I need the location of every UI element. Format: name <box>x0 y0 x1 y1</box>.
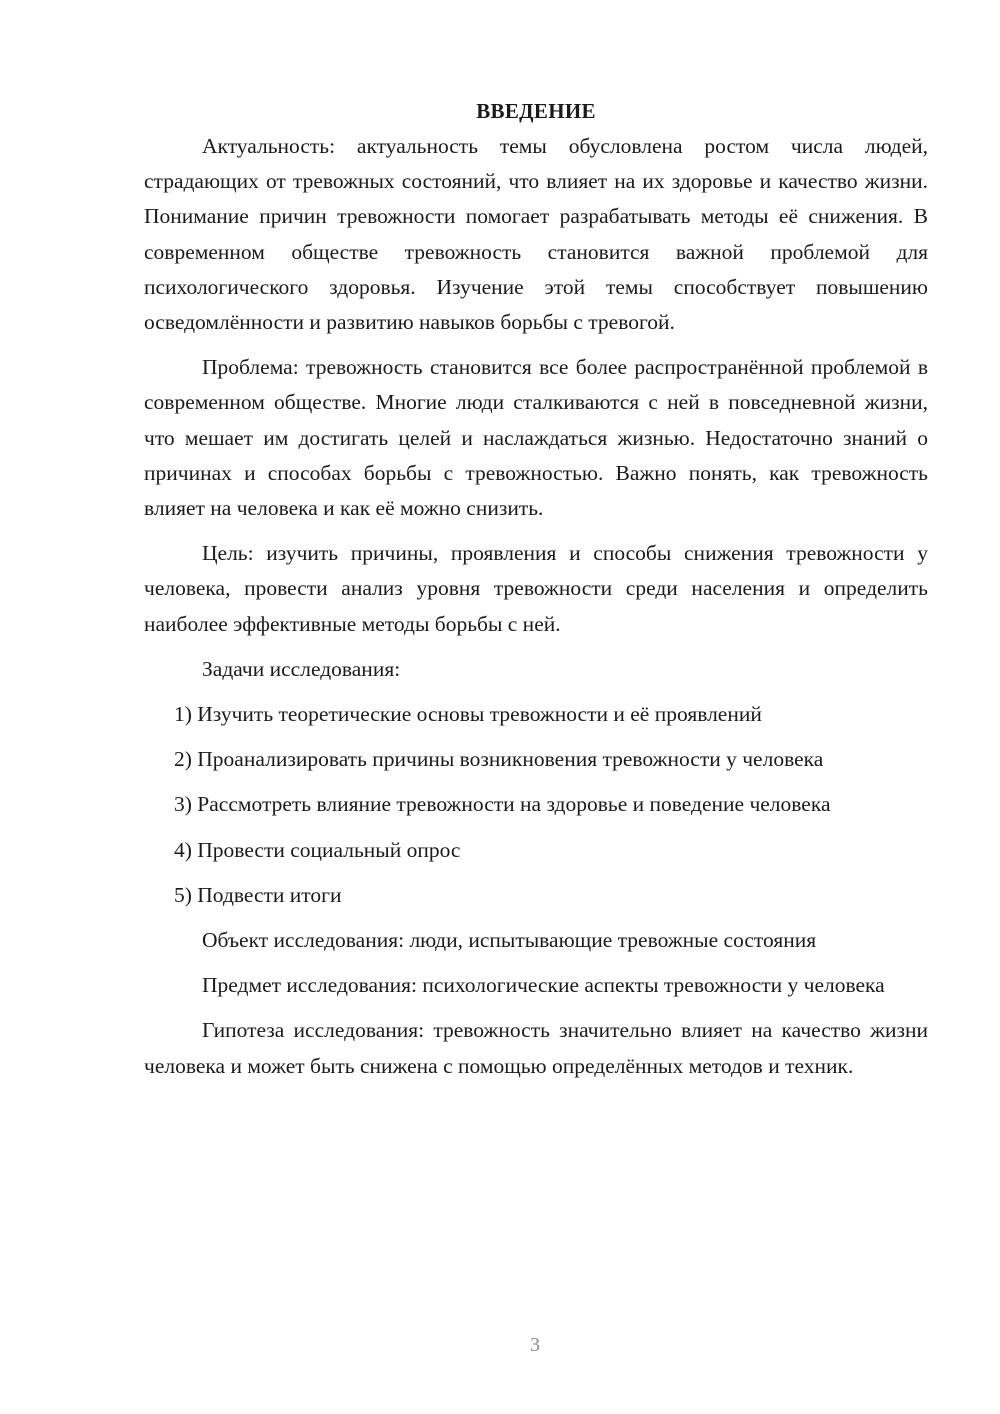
tasks-heading: Задачи исследования: <box>202 656 401 681</box>
paragraph-problem: Проблема: тревожность становится все более распространённой проблемой в современном обществе. Многие люди сталкиваются с ней в повседневной жизни, что мешает им достигать целей и наслаждаться жизнью. Недостаточно знаний о причинах и способах борьбы с тревожностью. Важно понять, как тревожность влияет на человека и как её можно снизить. <box>144 355 928 521</box>
list-item: 2) Проанализировать причины возникновения тревожности у человека <box>174 747 824 772</box>
paragraph-relevance: Актуальность: актуальность темы обусловлена ростом числа людей, страдающих от тревожных состояний, что влияет на их здоровье и качество жизни. Понимание причин тревожности помогает разрабатывать методы её снижения. В современном обществе тревожность становится важной проблемой для психологического здоровья. Изучение этой темы способствует повышению осведомлённости и развитию навыков борьбы с тревогой. <box>144 134 928 335</box>
list-item: 4) Провести социальный опрос <box>174 837 461 862</box>
list-item: 5) Подвести итоги <box>174 882 342 907</box>
tasks-list <box>144 697 928 913</box>
document-page <box>144 96 928 1094</box>
list-item: 1) Изучить теоретические основы тревожности и её проявлений <box>174 702 762 727</box>
paragraph-object: Объект исследования: люди, испытывающие тревожные состояния <box>202 928 817 953</box>
paragraph-hypothesis: Гипотеза исследования: тревожность значительно влияет на качество жизни человека и может быть снижена с помощью определённых методов и техник. <box>144 1018 928 1078</box>
page-number: 3 <box>530 1334 540 1356</box>
section-title: ВВЕДЕНИЕ <box>476 99 596 123</box>
paragraph-goal: Цель: изучить причины, проявления и способы снижения тревожности у человека, провести анализ уровня тревожности среди населения и определить наиболее эффективные методы борьбы с ней. <box>144 541 928 636</box>
list-item: 3) Рассмотреть влияние тревожности на здоровье и поведение человека <box>174 792 831 817</box>
paragraph-subject: Предмет исследования: психологические аспекты тревожности у человека <box>202 973 885 998</box>
